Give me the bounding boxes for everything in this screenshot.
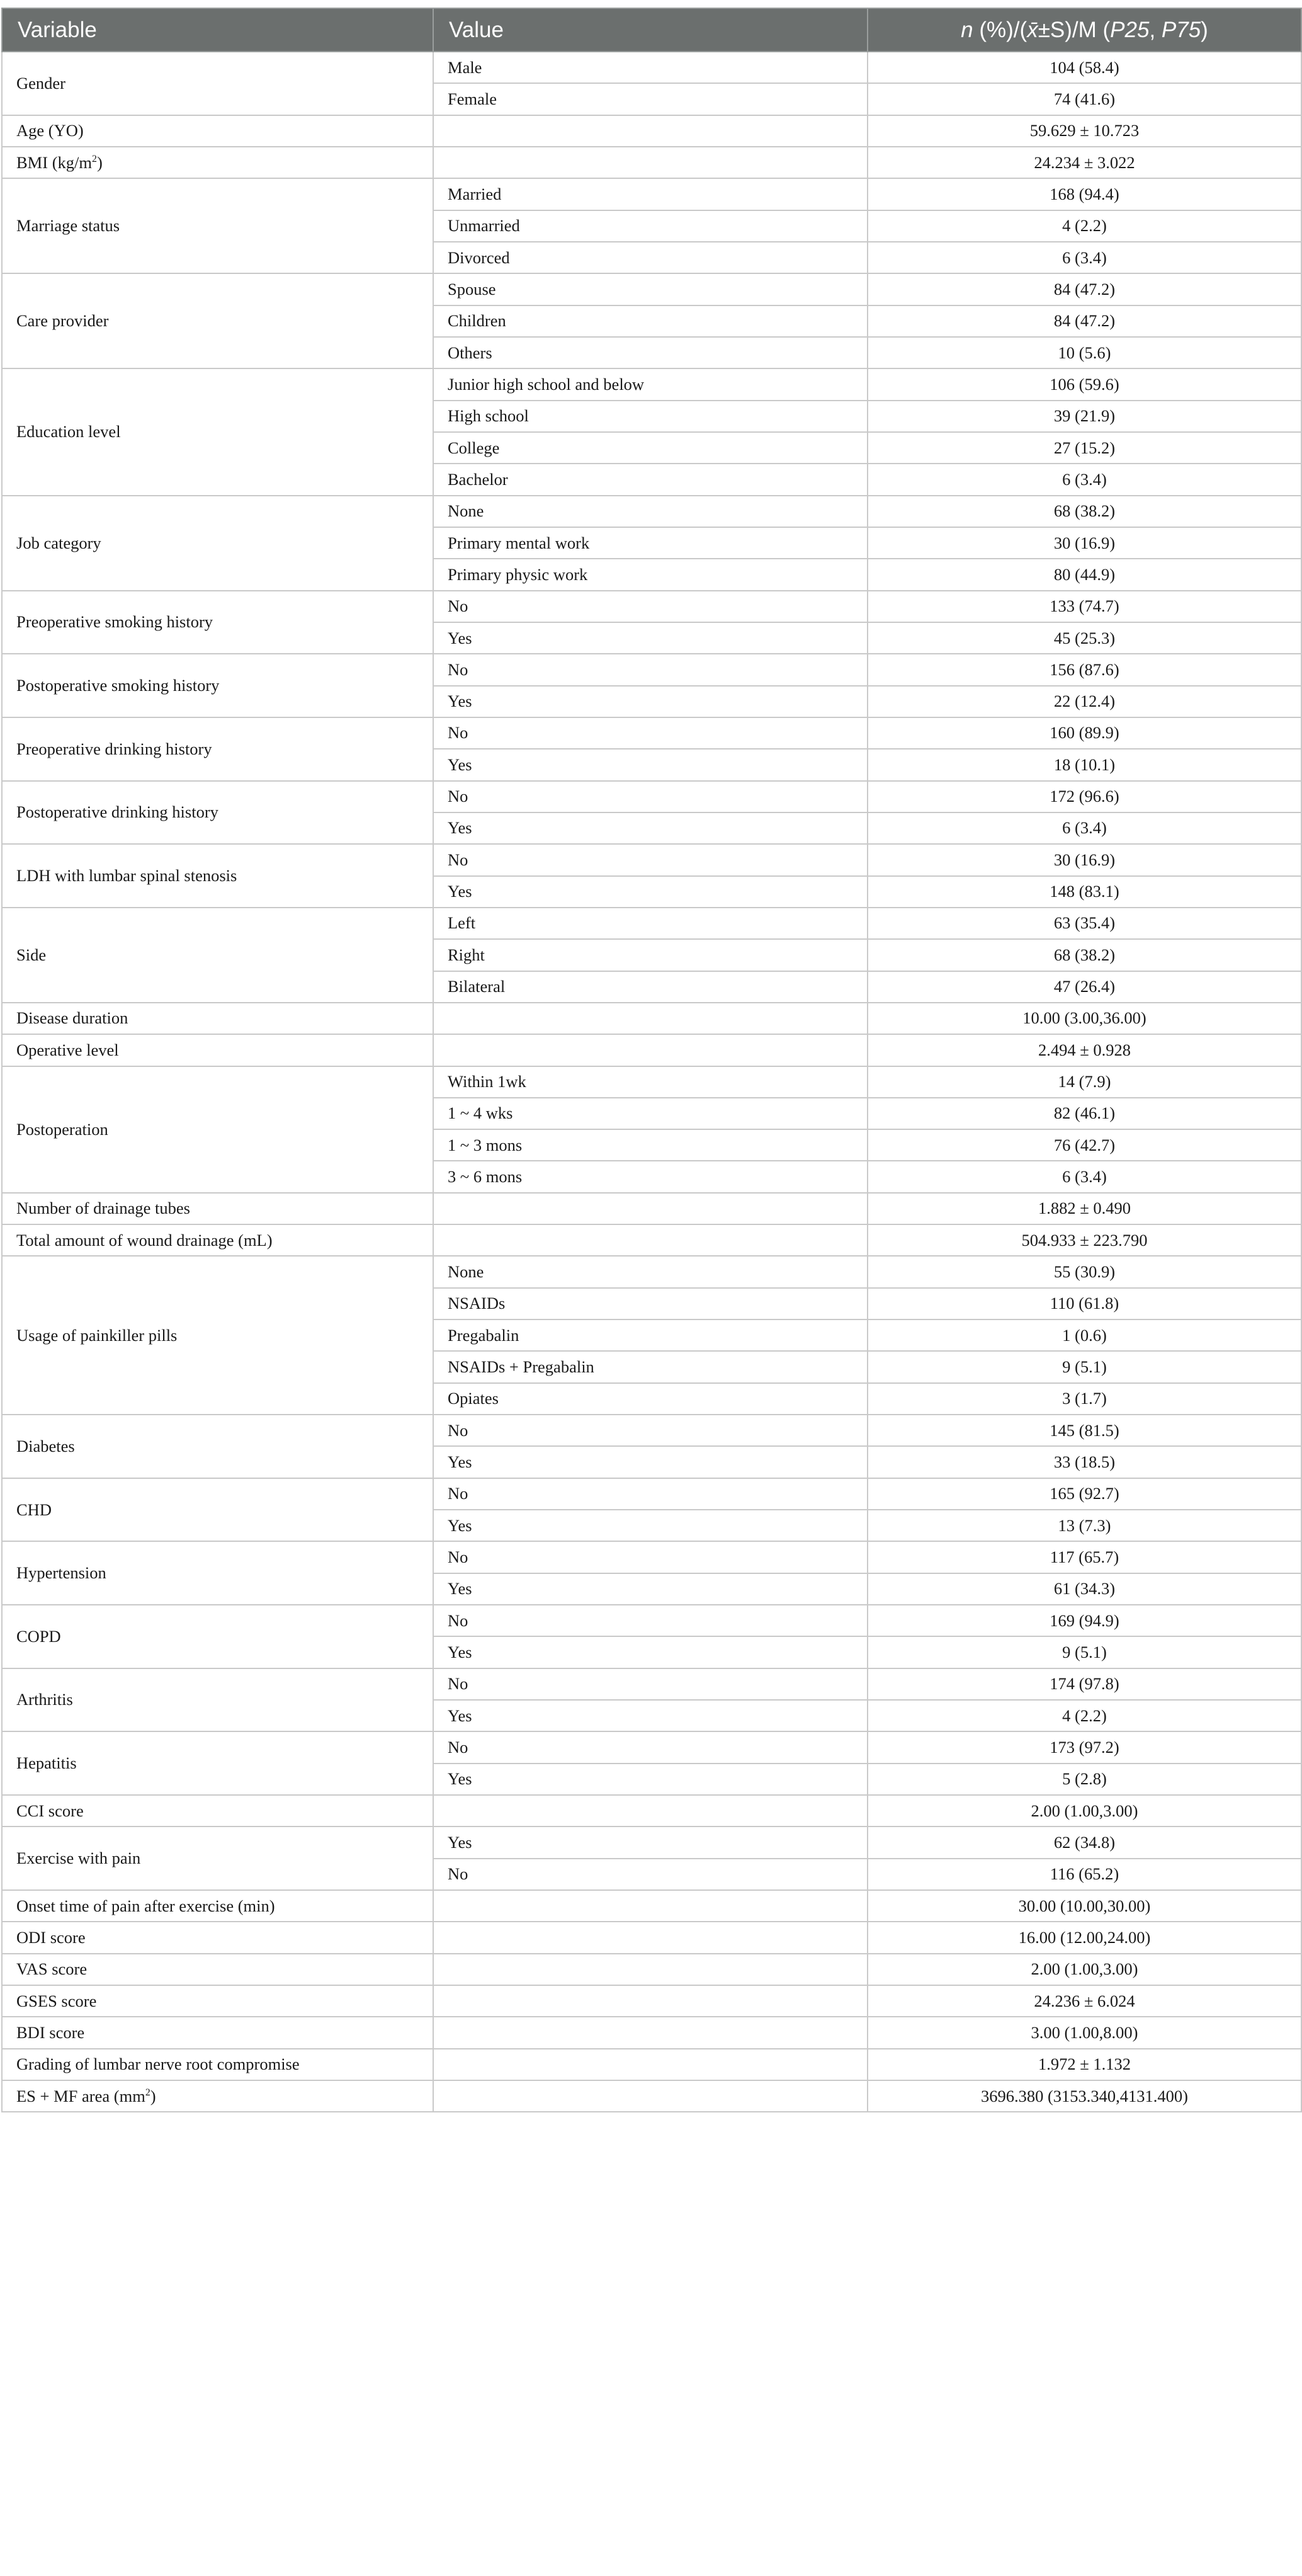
- variable-cell: [2, 1890, 433, 1922]
- variable-cell: [2, 591, 433, 654]
- statistic-cell: 30 (16.9): [868, 527, 1301, 559]
- statistic-cell: 168 (94.4): [868, 178, 1301, 210]
- value-cell: [433, 1795, 868, 1827]
- table-row: [2, 1066, 1301, 1098]
- value-cell: No: [433, 1731, 868, 1763]
- statistic-cell: 80 (44.9): [868, 559, 1301, 590]
- variable-label: CCI score: [16, 1801, 84, 1820]
- statistic-cell: 68 (38.2): [868, 496, 1301, 527]
- value-cell: No: [433, 1478, 868, 1510]
- statistic-cell: 39 (21.9): [868, 401, 1301, 432]
- variable-label: Hypertension: [16, 1563, 106, 1583]
- table-row: [2, 1985, 1301, 2017]
- value-cell: Right: [433, 939, 868, 971]
- statistic-cell: 27 (15.2): [868, 432, 1301, 464]
- table-row: [2, 844, 1301, 875]
- value-cell: NSAIDs: [433, 1288, 868, 1319]
- variable-cell: [2, 2017, 433, 2048]
- statistic-cell: 3696.380 (3153.340,4131.400): [868, 2080, 1301, 2112]
- value-cell: High school: [433, 401, 868, 432]
- statistic-cell: 74 (41.6): [868, 83, 1301, 115]
- variable-cell: [2, 1541, 433, 1605]
- variable-label: Postoperative drinking history: [16, 802, 218, 822]
- variable-label: GSES score: [16, 1991, 97, 2010]
- variable-label: BMI (kg/m: [16, 152, 92, 172]
- value-cell: Left: [433, 908, 868, 939]
- value-cell: [433, 1954, 868, 1985]
- value-cell: [433, 1003, 868, 1034]
- variable-cell: [2, 2080, 433, 2112]
- data-table: [1, 8, 1302, 2112]
- statistic-cell: 116 (65.2): [868, 1859, 1301, 1890]
- table-row: [2, 1003, 1301, 1034]
- variable-cell: [2, 1415, 433, 1478]
- variable-cell: [2, 1922, 433, 1953]
- statistic-cell: 148 (83.1): [868, 876, 1301, 908]
- variable-cell: [2, 115, 433, 147]
- value-cell: [433, 1985, 868, 2017]
- variable-cell: [2, 1003, 433, 1034]
- statistic-cell: 145 (81.5): [868, 1415, 1301, 1446]
- table-row: [2, 1827, 1301, 1858]
- variable-label: COPD: [16, 1626, 61, 1646]
- value-cell: Yes: [433, 686, 868, 717]
- variable-cell: [2, 1066, 433, 1193]
- table-row: [2, 1605, 1301, 1636]
- statistic-cell: 6 (3.4): [868, 464, 1301, 495]
- statistic-cell: 6 (3.4): [868, 812, 1301, 844]
- table-row: [2, 496, 1301, 527]
- variable-label: Usage of painkiller pills: [16, 1325, 178, 1345]
- variable-label: Preoperative smoking history: [16, 612, 213, 632]
- value-cell: No: [433, 1541, 868, 1573]
- statistic-cell: 55 (30.9): [868, 1256, 1301, 1287]
- value-cell: 1 ~ 3 mons: [433, 1129, 868, 1161]
- value-cell: 3 ~ 6 mons: [433, 1161, 868, 1192]
- value-cell: Spouse: [433, 273, 868, 305]
- table-row: [2, 1478, 1301, 1510]
- variable-label: VAS score: [16, 1959, 88, 1979]
- statistic-cell: 3 (1.7): [868, 1383, 1301, 1415]
- table-row: [2, 717, 1301, 749]
- statistic-cell: 5 (2.8): [868, 1764, 1301, 1795]
- variable-label: Grading of lumbar nerve root compromise: [16, 2055, 300, 2074]
- table-row: [2, 1541, 1301, 1573]
- statistic-cell: 63 (35.4): [868, 908, 1301, 939]
- header-statistic: n (%)/(x̄±S)/M (P25, P75): [868, 8, 1301, 52]
- table-row: [2, 368, 1301, 400]
- value-cell: [433, 147, 868, 178]
- table-row: [2, 1668, 1301, 1700]
- variable-label: Side: [16, 945, 47, 964]
- value-cell: [433, 2017, 868, 2048]
- statistic-cell: 47 (26.4): [868, 971, 1301, 1003]
- statistic-cell: 4 (2.2): [868, 210, 1301, 242]
- value-cell: No: [433, 781, 868, 812]
- value-cell: [433, 2049, 868, 2080]
- statistic-cell: 117 (65.7): [868, 1541, 1301, 1573]
- value-cell: Yes: [433, 876, 868, 908]
- variable-label: Exercise with pain: [16, 1849, 141, 1868]
- value-cell: Yes: [433, 1764, 868, 1795]
- value-cell: Yes: [433, 1446, 868, 1478]
- variable-cell: [2, 781, 433, 845]
- variable-cell: [2, 1954, 433, 1985]
- statistic-cell: 110 (61.8): [868, 1288, 1301, 1319]
- variable-label: Operative level: [16, 1040, 119, 1059]
- variable-cell: [2, 717, 433, 781]
- value-cell: No: [433, 844, 868, 875]
- value-cell: Married: [433, 178, 868, 210]
- variable-cell: [2, 1827, 433, 1890]
- statistic-cell: 30 (16.9): [868, 844, 1301, 875]
- value-cell: Junior high school and below: [433, 368, 868, 400]
- value-cell: None: [433, 1256, 868, 1287]
- table-row: [2, 1954, 1301, 1985]
- value-cell: No: [433, 1605, 868, 1636]
- table-row: [2, 908, 1301, 939]
- table-row: [2, 147, 1301, 178]
- variable-cell: [2, 1985, 433, 2017]
- value-cell: [433, 1193, 868, 1224]
- variable-label: LDH with lumbar spinal stenosis: [16, 865, 237, 885]
- value-cell: Within 1wk: [433, 1066, 868, 1098]
- variable-label: Gender: [16, 73, 65, 93]
- value-cell: No: [433, 654, 868, 685]
- table-row: [2, 273, 1301, 305]
- table-row: [2, 654, 1301, 685]
- statistic-cell: 14 (7.9): [868, 1066, 1301, 1098]
- statistic-cell: 16.00 (12.00,24.00): [868, 1922, 1301, 1953]
- variable-label: Postoperation: [16, 1119, 108, 1139]
- value-cell: No: [433, 1415, 868, 1446]
- statistic-cell: 2.494 ± 0.928: [868, 1034, 1301, 1066]
- statistic-cell: 10 (5.6): [868, 337, 1301, 368]
- variable-cell: [2, 2049, 433, 2080]
- statistic-cell: 2.00 (1.00,3.00): [868, 1954, 1301, 1985]
- value-cell: Divorced: [433, 242, 868, 273]
- statistic-cell: 1.972 ± 1.132: [868, 2049, 1301, 2080]
- statistic-cell: 82 (46.1): [868, 1098, 1301, 1129]
- value-cell: 1 ~ 4 wks: [433, 1098, 868, 1129]
- table-row: [2, 115, 1301, 147]
- variable-label: Care provider: [16, 311, 109, 331]
- statistic-cell: 1.882 ± 0.490: [868, 1193, 1301, 1224]
- header-value: Value: [433, 8, 868, 52]
- statistic-cell: 504.933 ± 223.790: [868, 1224, 1301, 1256]
- statistic-cell: 68 (38.2): [868, 939, 1301, 971]
- variable-label: Age (YO): [16, 121, 84, 140]
- value-cell: Children: [433, 305, 868, 337]
- value-cell: [433, 1224, 868, 1256]
- statistic-cell: 6 (3.4): [868, 242, 1301, 273]
- variable-cell: [2, 1668, 433, 1732]
- value-cell: Others: [433, 337, 868, 368]
- variable-label: Onset time of pain after exercise (min): [16, 1896, 275, 1915]
- value-cell: [433, 115, 868, 147]
- superscript: 2: [145, 2087, 150, 2098]
- value-cell: Yes: [433, 1636, 868, 1668]
- variable-label: Total amount of wound drainage (mL): [16, 1230, 273, 1250]
- variable-cell: [2, 52, 433, 115]
- statistic-cell: 10.00 (3.00,36.00): [868, 1003, 1301, 1034]
- variable-label: Disease duration: [16, 1008, 128, 1028]
- statistic-cell: 61 (34.3): [868, 1573, 1301, 1605]
- statistic-cell: 9 (5.1): [868, 1636, 1301, 1668]
- statistic-cell: 169 (94.9): [868, 1605, 1301, 1636]
- header-variable: Variable: [2, 8, 433, 52]
- table-row: [2, 591, 1301, 622]
- value-cell: [433, 1922, 868, 1953]
- table-row: [2, 1922, 1301, 1953]
- statistic-cell: 1 (0.6): [868, 1319, 1301, 1351]
- variable-cell: [2, 1478, 433, 1542]
- value-cell: No: [433, 1859, 868, 1890]
- variable-label: Marriage status: [16, 216, 120, 236]
- table-row: [2, 2049, 1301, 2080]
- variable-label: Preoperative drinking history: [16, 739, 212, 758]
- variable-label: Arthritis: [16, 1690, 73, 1709]
- variable-label: Hepatitis: [16, 1753, 77, 1773]
- variable-label: CHD: [16, 1500, 52, 1519]
- variable-cell: [2, 496, 433, 591]
- statistic-cell: 165 (92.7): [868, 1478, 1301, 1510]
- variable-cell: [2, 178, 433, 273]
- table-row: [2, 781, 1301, 812]
- value-cell: Primary mental work: [433, 527, 868, 559]
- value-cell: Primary physic work: [433, 559, 868, 590]
- table-row: [2, 2080, 1301, 2112]
- statistic-cell: 45 (25.3): [868, 622, 1301, 654]
- header-row: [2, 8, 1301, 52]
- variable-cell: [2, 1034, 433, 1066]
- variable-label: Number of drainage tubes: [16, 1199, 190, 1218]
- value-cell: Yes: [433, 1700, 868, 1731]
- variable-label: Diabetes: [16, 1436, 75, 1456]
- variable-label-end: ): [96, 152, 103, 172]
- value-cell: Female: [433, 83, 868, 115]
- statistic-cell: 9 (5.1): [868, 1351, 1301, 1382]
- statistic-cell: 6 (3.4): [868, 1161, 1301, 1192]
- statistic-cell: 24.236 ± 6.024: [868, 1985, 1301, 2017]
- table-row: [2, 178, 1301, 210]
- statistic-cell: 160 (89.9): [868, 717, 1301, 749]
- table-row: [2, 1415, 1301, 1446]
- statistic-cell: 18 (10.1): [868, 749, 1301, 780]
- statistic-cell: 59.629 ± 10.723: [868, 115, 1301, 147]
- table-row: [2, 1795, 1301, 1827]
- table-row: [2, 2017, 1301, 2048]
- value-cell: Yes: [433, 1510, 868, 1541]
- statistic-cell: 24.234 ± 3.022: [868, 147, 1301, 178]
- statistic-cell: 84 (47.2): [868, 273, 1301, 305]
- table-row: [2, 1256, 1301, 1287]
- statistic-cell: 33 (18.5): [868, 1446, 1301, 1478]
- statistic-cell: 13 (7.3): [868, 1510, 1301, 1541]
- value-cell: Bilateral: [433, 971, 868, 1003]
- value-cell: Yes: [433, 1573, 868, 1605]
- variable-label: Education level: [16, 422, 121, 442]
- statistic-cell: 3.00 (1.00,8.00): [868, 2017, 1301, 2048]
- value-cell: Pregabalin: [433, 1319, 868, 1351]
- variable-label: ODI score: [16, 1927, 86, 1947]
- table-row: [2, 52, 1301, 83]
- variable-cell: [2, 908, 433, 1003]
- statistic-cell: 172 (96.6): [868, 781, 1301, 812]
- statistic-cell: 174 (97.8): [868, 1668, 1301, 1700]
- value-cell: [433, 1034, 868, 1066]
- table-row: [2, 1034, 1301, 1066]
- statistic-cell: 4 (2.2): [868, 1700, 1301, 1731]
- statistic-cell: 104 (58.4): [868, 52, 1301, 83]
- table-row: [2, 1731, 1301, 1763]
- variable-cell: [2, 273, 433, 368]
- value-cell: Yes: [433, 749, 868, 780]
- statistic-cell: 76 (42.7): [868, 1129, 1301, 1161]
- value-cell: College: [433, 432, 868, 464]
- statistic-cell: 173 (97.2): [868, 1731, 1301, 1763]
- value-cell: Male: [433, 52, 868, 83]
- variable-cell: [2, 1193, 433, 1224]
- statistic-cell: 84 (47.2): [868, 305, 1301, 337]
- table-row: [2, 1224, 1301, 1256]
- value-cell: Opiates: [433, 1383, 868, 1415]
- variable-label-end: ): [150, 2086, 156, 2106]
- variable-cell: [2, 1256, 433, 1415]
- variable-cell: [2, 654, 433, 717]
- variable-cell: [2, 1605, 433, 1668]
- value-cell: NSAIDs + Pregabalin: [433, 1351, 868, 1382]
- statistic-cell: 2.00 (1.00,3.00): [868, 1795, 1301, 1827]
- value-cell: [433, 2080, 868, 2112]
- variable-cell: [2, 844, 433, 908]
- variable-cell: [2, 147, 433, 178]
- value-cell: Yes: [433, 1827, 868, 1858]
- variable-cell: [2, 1731, 433, 1795]
- value-cell: Yes: [433, 812, 868, 844]
- statistic-cell: 106 (59.6): [868, 368, 1301, 400]
- variable-label: BDI score: [16, 2022, 85, 2042]
- statistic-cell: 30.00 (10.00,30.00): [868, 1890, 1301, 1922]
- value-cell: [433, 1890, 868, 1922]
- value-cell: Yes: [433, 622, 868, 654]
- table-row: [2, 1193, 1301, 1224]
- variable-cell: [2, 368, 433, 495]
- value-cell: No: [433, 591, 868, 622]
- value-cell: No: [433, 1668, 868, 1700]
- statistic-cell: 156 (87.6): [868, 654, 1301, 685]
- table-body: [2, 52, 1301, 2112]
- variable-cell: [2, 1224, 433, 1256]
- variable-label: ES + MF area (mm: [16, 2086, 145, 2106]
- statistic-cell: 133 (74.7): [868, 591, 1301, 622]
- statistic-cell: 62 (34.8): [868, 1827, 1301, 1858]
- variable-label: Job category: [16, 533, 101, 552]
- superscript: 2: [92, 153, 97, 164]
- value-cell: Bachelor: [433, 464, 868, 495]
- variable-cell: [2, 1795, 433, 1827]
- value-cell: No: [433, 717, 868, 749]
- table-row: [2, 1890, 1301, 1922]
- variable-label: Postoperative smoking history: [16, 675, 220, 695]
- value-cell: None: [433, 496, 868, 527]
- value-cell: Unmarried: [433, 210, 868, 242]
- statistic-cell: 22 (12.4): [868, 686, 1301, 717]
